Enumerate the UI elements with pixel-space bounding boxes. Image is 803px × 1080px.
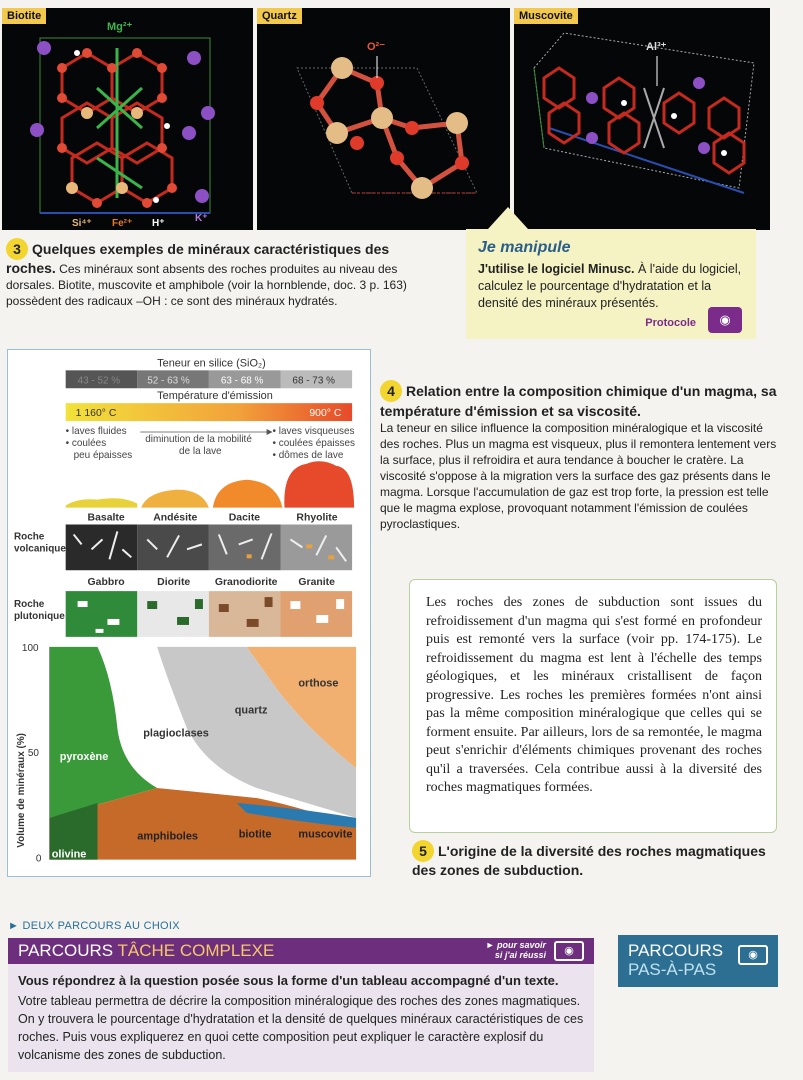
computer-icon[interactable]: ◉ (554, 941, 584, 961)
pas-line-2: PAS-À-PAS (628, 960, 717, 979)
mineral-olivine: olivine (51, 848, 87, 861)
parcours-pas-a-pas-button[interactable] (618, 935, 778, 987)
label-mg: Mg²⁺ (107, 21, 133, 33)
quartz-structure-image (257, 8, 510, 230)
doc5-text: Les roches des zones de subduction sont issues du refroidissement d'un magma qui s'est formé en profondeur puis est remonté vers la surface (voir pp. 174-175). Le refroidissement du magma est lent à l'échelle des temps géologiques, et les minéraux cristallisent de façon progressive. Les roches les premières formées n'ont ainsi pas la même composition minéralogique que celles qui se forment ensuite. Par ailleurs, lors de sa remontée, le magma peut s'enrichir d'éléments chimiques provenant des roches qu'il a traversées. Cela contribue aussi à la diversité des roches magmatiques formées. (426, 595, 762, 795)
viscous-2: • coulées épaisses (272, 437, 356, 449)
doc4-text: La teneur en silice influence la composition minéralogique et la viscosité des roches. Plus un magma est visqueux, plus il remontera lentement vers la surface, plus il refroidira et aura tendance à boucher le cratère. La viscosité s'oppose à la migration vers la surface des gaz présents dans le magma. Lorsque l'accumulation de gaz est trop forte, la pression est telle que le magma explose, provoquant notamment l'émission de coulées pyroclastiques. (380, 421, 777, 531)
computer-icon[interactable]: ◉ (738, 945, 768, 965)
doc4-figure (7, 349, 371, 877)
rock-gabbro: Gabbro (87, 577, 125, 589)
tache-complexe-label: TÂCHE COMPLEXE (117, 941, 275, 960)
quartz-tag: Quartz (257, 8, 302, 24)
rock-granite: Granite (298, 577, 335, 589)
mineral-quartz: quartz (234, 704, 268, 717)
rock-basalte: Basalte (87, 512, 125, 524)
mobility-2: de la lave (179, 445, 222, 457)
quartz-panel (257, 8, 510, 230)
biotite-panel (2, 8, 253, 230)
y-tick-50: 50 (27, 748, 39, 760)
label-h: H⁺ (152, 218, 165, 229)
muscovite-tag: Muscovite (514, 8, 578, 24)
manipule-text: À l'aide du logiciel, calculez le pourcentage d'hydratation et la densité des minéraux présentés. (478, 262, 742, 310)
doc5-number: 5 (412, 840, 434, 862)
pas-line-1: PARCOURS (628, 941, 724, 960)
silica-title: Teneur en silice (SiO₂) (157, 357, 266, 370)
fluid-2: • coulées (65, 437, 107, 449)
label-o: O²⁻ (367, 41, 386, 53)
je-manipule-box (466, 229, 756, 339)
temp-high: 900° C (309, 408, 342, 420)
silica-4: 68 - 73 % (292, 375, 335, 387)
viscous-3: • dômes de lave (272, 449, 344, 461)
plutonic-label-2: plutonique (13, 610, 65, 622)
mineral-plagioclases: plagioclases (143, 727, 209, 740)
silica-2: 52 - 63 % (147, 375, 190, 387)
mineral-muscovite: muscovite (298, 828, 353, 841)
rock-diorite: Diorite (157, 577, 191, 589)
muscovite-structure-image (514, 8, 770, 230)
doc3-number: 3 (6, 238, 28, 260)
volcanic-label-1: Roche (13, 531, 45, 543)
label-k: K⁺ (195, 213, 208, 224)
y-tick-0: 0 (35, 853, 42, 865)
savoir-link[interactable] (486, 940, 546, 960)
doc5-caption (412, 840, 782, 879)
fluid-1: • laves fluides (65, 425, 127, 437)
label-si: Si⁴⁺ (72, 218, 92, 229)
parcours-tache-complexe-header[interactable] (8, 938, 594, 964)
silica-3: 63 - 68 % (220, 375, 264, 387)
biotite-tag: Biotite (2, 8, 46, 24)
doc4-caption (380, 380, 780, 532)
parcours-label: PARCOURS (18, 941, 114, 960)
doc4-number: 4 (380, 380, 402, 402)
doc5-text-box (409, 579, 777, 833)
y-axis-label: Volume de minéraux (%) (15, 733, 27, 848)
fluid-3: peu épaisses (73, 449, 133, 461)
volcanic-label-2: volcanique (13, 543, 66, 555)
mineral-amphiboles: amphiboles (137, 830, 198, 843)
manipule-lead: J'utilise le logiciel Minusc. (478, 262, 635, 276)
mineral-orthose: orthose (298, 677, 339, 690)
rock-dacite: Dacite (228, 512, 261, 524)
parcours-text: Votre tableau permettra de décrire la composition minéralogique des roches des zones magmatiques. On y trouvera le pourcentage d'hydratation et la densité de quelques minéraux caractéristiques de ces roches. Puis vous expliquerez en quoi cette composition peut expliquer le caractère explosif du volcanisme des zones de subduction. (18, 994, 584, 1062)
plutonic-label-1: Roche (13, 599, 45, 611)
doc3-caption (6, 238, 416, 309)
y-tick-100: 100 (21, 642, 39, 654)
rock-rhyolite: Rhyolite (296, 512, 338, 524)
doc3-text: Ces minéraux sont absents des roches produites au niveau des dorsales. Biotite, muscovite et amphibole (voir la hornblende, doc. 3 p. 163) possèdent des radicaux –OH : ce sont des minéraux hydratés. (6, 262, 407, 308)
doc5-title: L'origine de la diversité des roches magmatiques des zones de subduction. (412, 843, 766, 878)
mineral-biotite: biotite (238, 828, 272, 841)
silica-1: 43 - 52 % (77, 375, 121, 387)
doc3-title: Quelques exemples de minéraux caractéristiques des roches. (6, 241, 390, 276)
rock-andesite: Andésite (153, 512, 198, 524)
savoir-line-1: ► pour savoir (485, 940, 546, 950)
viscous-1: • laves visqueuses (272, 425, 355, 437)
protocole-link[interactable]: Protocole (645, 317, 696, 329)
mineral-pyroxene: pyroxène (59, 751, 109, 764)
label-fe: Fe²⁺ (112, 218, 133, 229)
parcours-tache-complexe-body (8, 964, 594, 1072)
label-al: Al³⁺ (646, 41, 667, 53)
manipule-title: Je manipule (478, 239, 571, 256)
biotite-structure-image (2, 8, 253, 230)
rock-granodiorite: Granodiorite (214, 577, 278, 589)
parcours-question: Vous répondrez à la question posée sous la forme d'un tableau accompagné d'un texte. (18, 973, 559, 988)
doc4-title: Relation entre la composition chimique d'un magma, sa température d'émission et sa viscosité. (380, 383, 777, 419)
temp-title: Température d'émission (157, 390, 273, 403)
savoir-line-2: si j'ai réussi (494, 950, 546, 960)
deux-parcours-label: ► DEUX PARCOURS AU CHOIX (8, 920, 180, 932)
temp-low: 1 160° C (75, 408, 117, 420)
computer-icon[interactable]: ◉ (708, 307, 742, 333)
mobility-1: diminution de la mobilité (145, 433, 252, 445)
muscovite-panel (514, 8, 770, 230)
